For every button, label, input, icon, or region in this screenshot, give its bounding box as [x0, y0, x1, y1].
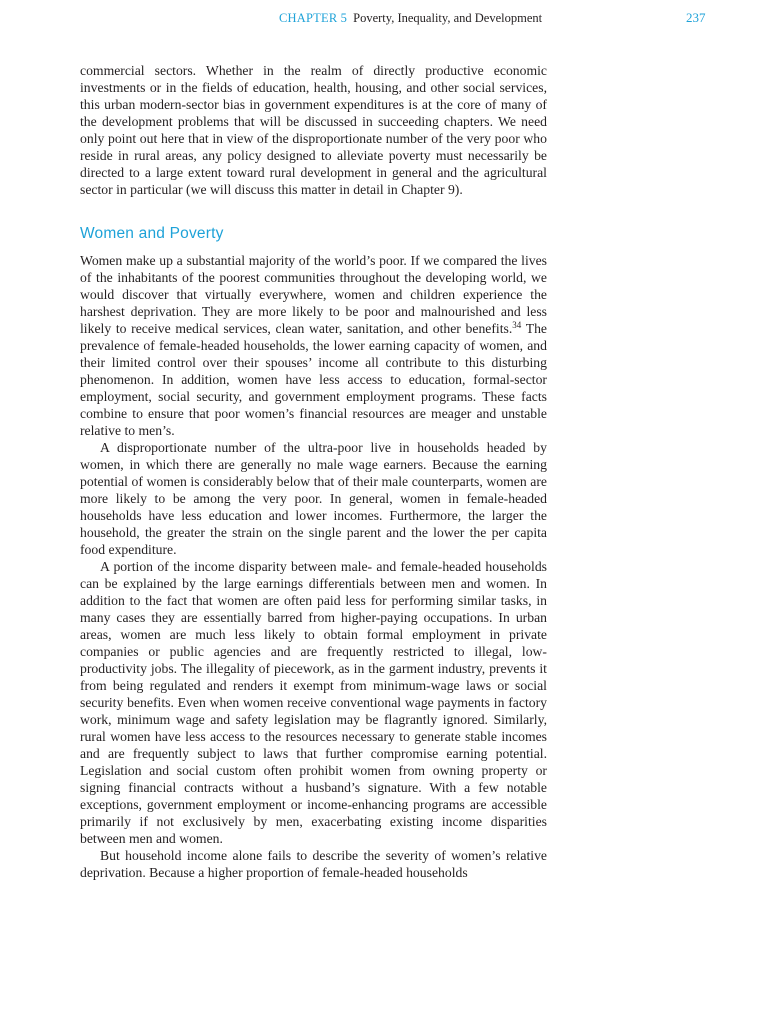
running-header	[0, 10, 768, 30]
paragraph-2: A disproportionate number of the ultra-poor live in households headed by women, in which there are generally no male wage earners. Because the earning potential of women is considerably below that of their male counterparts, women are more likely to be among the very poor. In general, women in female-headed households have less education and lower incomes. Furthermore, the larger the household, the greater the strain on the single parent and the lower the per capita food expenditure.	[80, 440, 547, 557]
paragraph-1	[80, 252, 547, 439]
paragraph-4: But household income alone fails to describe the severity of women’s relative deprivation. Because a higher proportion of female-headed households	[80, 848, 547, 880]
footnote-reference[interactable]: 34	[512, 320, 522, 330]
paragraph-1-part-a: Women make up a substantial majority of the world’s poor. If we compared the lives of the inhabitants of the poorest communities throughout the developing world, we would discover that virtually everywhere, women and children experience the harshest deprivation. They are more likely to be poor and malnourished and less likely to receive medical services, clean water, sanitation, and other benefits.	[80, 253, 547, 336]
intro-paragraph: commercial sectors. Whether in the realm of directly productive economic investments or in the fields of education, health, housing, and other social services, this urban modern-sector bias in government expenditures is at the core of many of the development problems that will be discussed in succeeding chapters. We need only point out here that in view of the disproportionate number of the very poor who reside in rural areas, any policy designed to alleviate poverty must necessarily be directed to a large extent toward rural development in general and the agricultural sector in particular (we will discuss this matter in detail in Chapter 9).	[80, 63, 547, 197]
paragraph-1-part-b: The prevalence of female-headed households, the lower earning capacity of women, and their limited control over their spouses’ income all contribute to this disturbing phenomenon. In addition, women have less access to education, formal-sector employment, social security, and government employment programs. These facts combine to ensure that poor women’s financial resources are meager and unstable relative to men’s.	[80, 321, 547, 438]
chapter-label: CHAPTER 5	[279, 11, 348, 25]
chapter-title: Poverty, Inequality, and Development	[353, 11, 543, 25]
paragraph-3: A portion of the income disparity between male- and female-headed households can be explained by the large earnings differentials between men and women. In addition to the fact that women are often paid less for performing similar tasks, in many cases they are essentially barred from higher-paying occupations. In urban areas, women are much less likely to obtain formal employment in private companies or public agencies and are frequently restricted to illegal, low-productivity jobs. The illegality of piecework, as in the garment industry, prevents it from being regulated and renders it exempt from minimum-wage laws or social security benefits. Even when women receive conventional wage payments in factory work, minimum wage and safety legislation may be flagrantly ignored. Similarly, rural women have less access to the resources necessary to generate stable incomes and are frequently subject to laws that further compromise earning potential. Legislation and social custom often prohibit women from owning property or signing financial contracts without a husband’s signature. With a few notable exceptions, government employment or income-enhancing programs are accessible primarily if not exclusively by men, exacerbating existing income disparities between men and women.	[80, 559, 547, 846]
page-number: 237	[686, 10, 706, 25]
running-head-title	[279, 10, 542, 26]
page-body	[80, 62, 547, 881]
section-heading: Women and Poverty	[80, 225, 224, 242]
